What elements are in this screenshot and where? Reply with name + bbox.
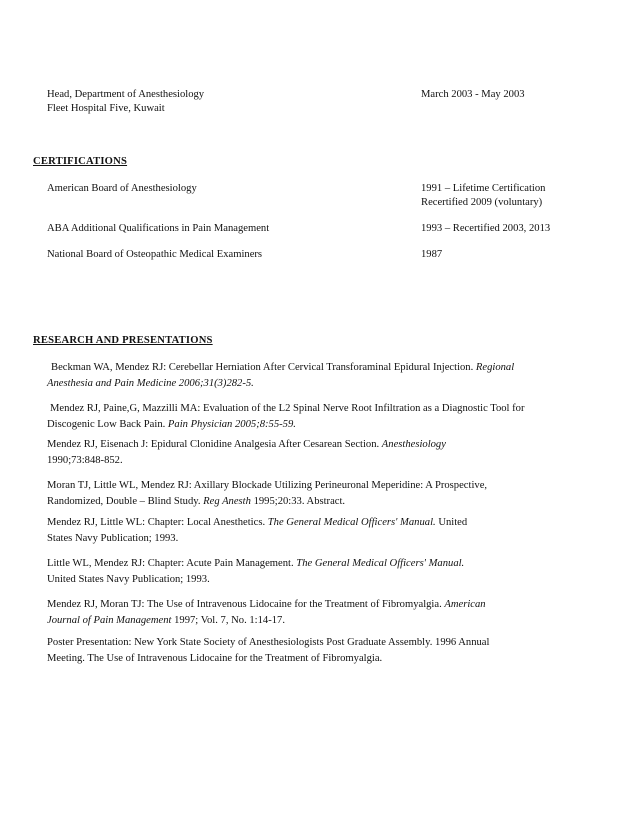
publication-line bbox=[47, 572, 464, 588]
publication-line bbox=[47, 651, 489, 667]
cert-name: American Board of Anesthesiology bbox=[47, 183, 197, 194]
publication-line bbox=[47, 635, 489, 651]
publication-entry bbox=[51, 360, 514, 376]
citation-text: Discogenic Low Back Pain. bbox=[47, 419, 168, 430]
citation-text: 1990;73:848-852. bbox=[47, 455, 123, 466]
journal-title: Reg Anesth bbox=[203, 496, 251, 507]
citation-text: Mendez RJ, Moran TJ: The Use of Intravenous Lidocaine for the Treatment of Fibromyalgia. bbox=[47, 599, 445, 610]
citation-text: 1995;20:33. Abstract. bbox=[250, 496, 346, 507]
book-title: The General Medical Officers' Manual. bbox=[267, 517, 436, 528]
citation-text: Beckman WA, Mendez RJ: Cerebellar Herniation After Cervical Transforaminal Epidural Injection. bbox=[51, 362, 476, 373]
publication-line bbox=[47, 597, 486, 613]
publication-entry bbox=[47, 437, 446, 469]
publication-entry-cont bbox=[47, 417, 296, 433]
research-heading: RESEARCH AND PRESENTATIONS bbox=[33, 335, 213, 346]
cert-name: National Board of Osteopathic Medical Examiners bbox=[47, 249, 263, 260]
publication-line bbox=[51, 360, 514, 376]
citation-text: United bbox=[435, 517, 468, 528]
citation-text: Poster Presentation: New York State Society of Anesthesiologists Post Graduate Assembly. 1996 Annual bbox=[47, 637, 490, 648]
citation-text: Mendez RJ, Eisenach J: Epidural Clonidine Analgesia After Cesarean Section. bbox=[47, 439, 382, 450]
cert-detail: 1987 bbox=[421, 249, 443, 260]
publication-entry bbox=[47, 597, 486, 629]
citation-text: Randomized, Double – Blind Study. bbox=[47, 496, 204, 507]
citation-text: Little WL, Mendez RJ: Chapter: Acute Pain Management. bbox=[47, 558, 297, 569]
publication-line bbox=[47, 556, 464, 572]
publication-entry bbox=[47, 556, 464, 588]
position-title: Head, Department of Anesthesiology bbox=[47, 89, 205, 100]
publication-line bbox=[47, 437, 446, 453]
citation-text: Moran TJ, Little WL, Mendez RJ: Axillary Blockade Utilizing Perineuronal Meperidine: A Prospective, bbox=[47, 480, 488, 491]
journal-title: American bbox=[444, 599, 486, 610]
journal-title: Journal of Pain Management bbox=[47, 615, 172, 626]
journal-title: Pain Physician 2005;8:55-59. bbox=[167, 419, 296, 430]
publication-line bbox=[50, 401, 525, 417]
citation-text: States Navy Publication; 1993. bbox=[47, 533, 179, 544]
journal-title: Regional bbox=[475, 362, 515, 373]
publication-line bbox=[47, 453, 446, 469]
position-location: Fleet Hospital Five, Kuwait bbox=[47, 103, 165, 114]
publication-line bbox=[47, 376, 254, 392]
citation-text: Meeting. The Use of Intravenous Lidocaine for the Treatment of Fibromyalgia. bbox=[47, 653, 383, 664]
publication-entry bbox=[50, 401, 525, 417]
cert-detail: 1991 – Lifetime Certification bbox=[421, 183, 546, 194]
citation-text: Mendez RJ, Paine,G, Mazzilli MA: Evaluation of the L2 Spinal Nerve Root Infiltration as a Diagnostic Tool for bbox=[50, 403, 525, 414]
publication-line bbox=[47, 515, 467, 531]
citation-text: United States Navy Publication; 1993. bbox=[47, 574, 210, 585]
publication-entry bbox=[47, 478, 487, 510]
cert-detail-secondary: Recertified 2009 (voluntary) bbox=[421, 197, 543, 208]
cert-detail: 1993 – Recertified 2003, 2013 bbox=[421, 223, 551, 234]
journal-title: Anesthesiology bbox=[381, 439, 446, 450]
publication-line bbox=[47, 613, 486, 629]
citation-text: Mendez RJ, Little WL: Chapter: Local Anesthetics. bbox=[47, 517, 268, 528]
book-title: The General Medical Officers' Manual. bbox=[296, 558, 465, 569]
citation-text: 1997; Vol. 7, No. 1:14-17. bbox=[171, 615, 285, 626]
journal-title: Anesthesia and Pain Medicine 2006;31(3)282-5. bbox=[47, 378, 254, 389]
position-dates: March 2003 - May 2003 bbox=[421, 89, 525, 100]
publication-line bbox=[47, 417, 296, 433]
publication-line bbox=[47, 494, 487, 510]
publication-entry-cont bbox=[47, 376, 254, 392]
publication-entry bbox=[47, 635, 489, 667]
publication-line bbox=[47, 478, 487, 494]
publication-line bbox=[47, 531, 467, 547]
cert-name: ABA Additional Qualifications in Pain Management bbox=[47, 223, 270, 234]
certifications-heading: CERTIFICATIONS bbox=[33, 156, 128, 167]
publication-entry bbox=[47, 515, 467, 547]
